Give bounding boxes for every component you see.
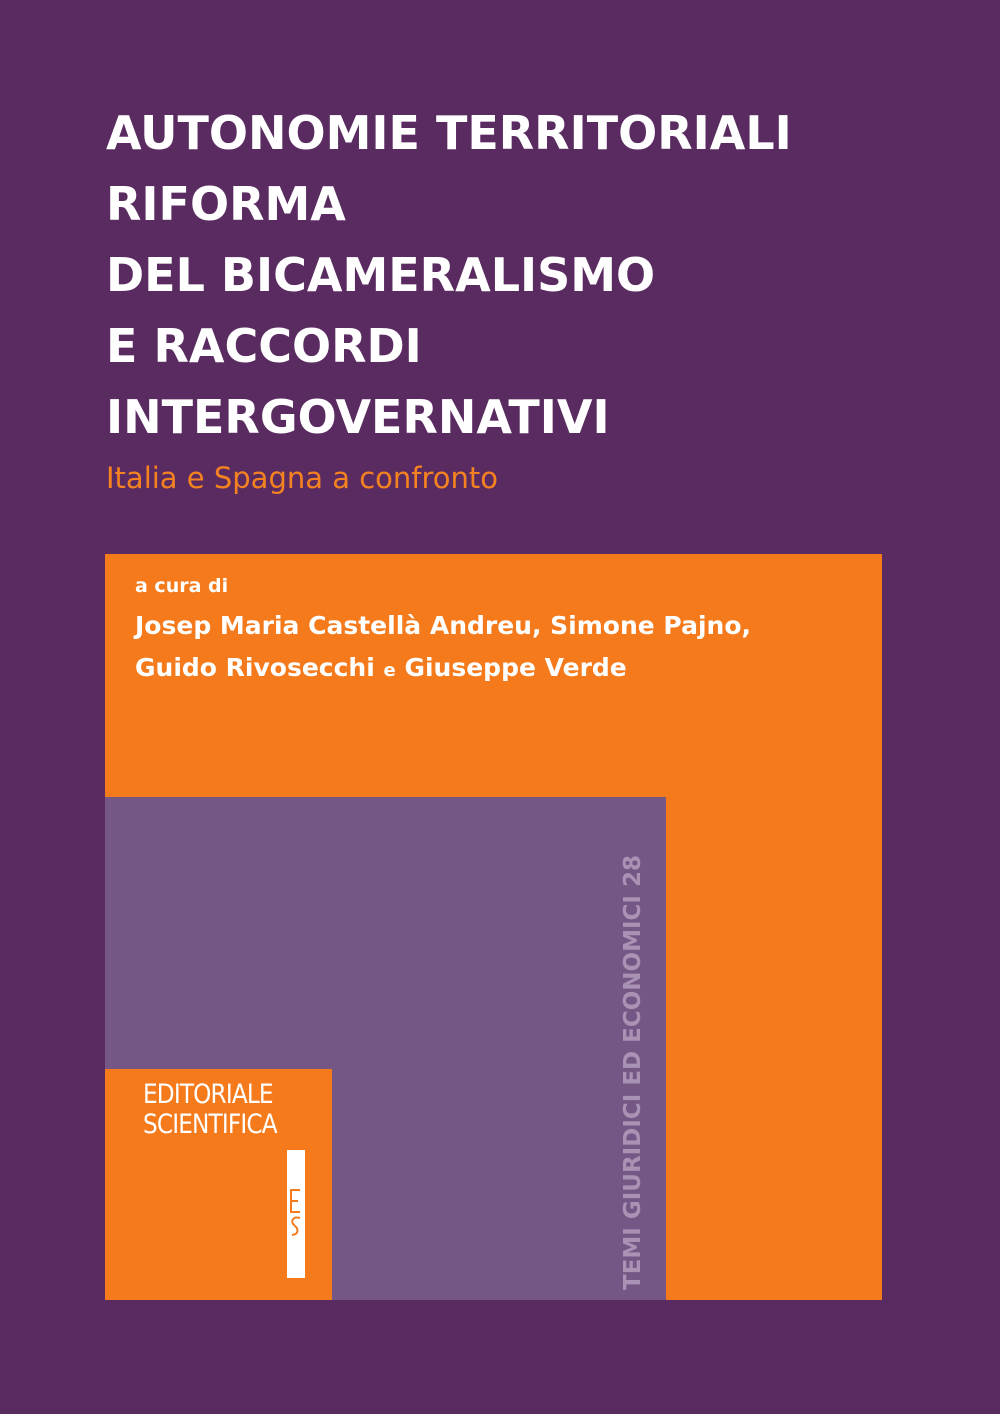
title-line: RIFORMA — [106, 177, 346, 231]
publisher-name-line: SCIENTIFICA — [143, 1109, 277, 1140]
book-title — [106, 98, 966, 453]
editors-conjunction: e — [383, 660, 396, 681]
book-subtitle: Italia e Spagna a confronto — [106, 461, 499, 495]
editor-name: Guido Rivosecchi — [135, 653, 375, 682]
publisher-name — [143, 1080, 277, 1140]
editors-names-line-1: Josep Maria Castellà Andreu, Simone Pajno, — [135, 611, 751, 640]
publisher-name-line: EDITORIALE — [143, 1079, 273, 1110]
editors-intro: a cura di — [135, 575, 229, 597]
title-line: E RACCORDI — [106, 319, 422, 373]
es-monogram-icon — [287, 1150, 305, 1278]
editor-name: Giuseppe Verde — [404, 653, 627, 682]
title-line: DEL BICAMERALISMO — [106, 248, 656, 302]
series-label: TEMI GIURIDICI ED ECONOMICI 28 — [620, 855, 646, 1290]
editors-names-line-2 — [135, 648, 627, 691]
title-line: AUTONOMIE TERRITORIALI — [106, 106, 792, 160]
title-line: INTERGOVERNATIVI — [106, 390, 610, 444]
